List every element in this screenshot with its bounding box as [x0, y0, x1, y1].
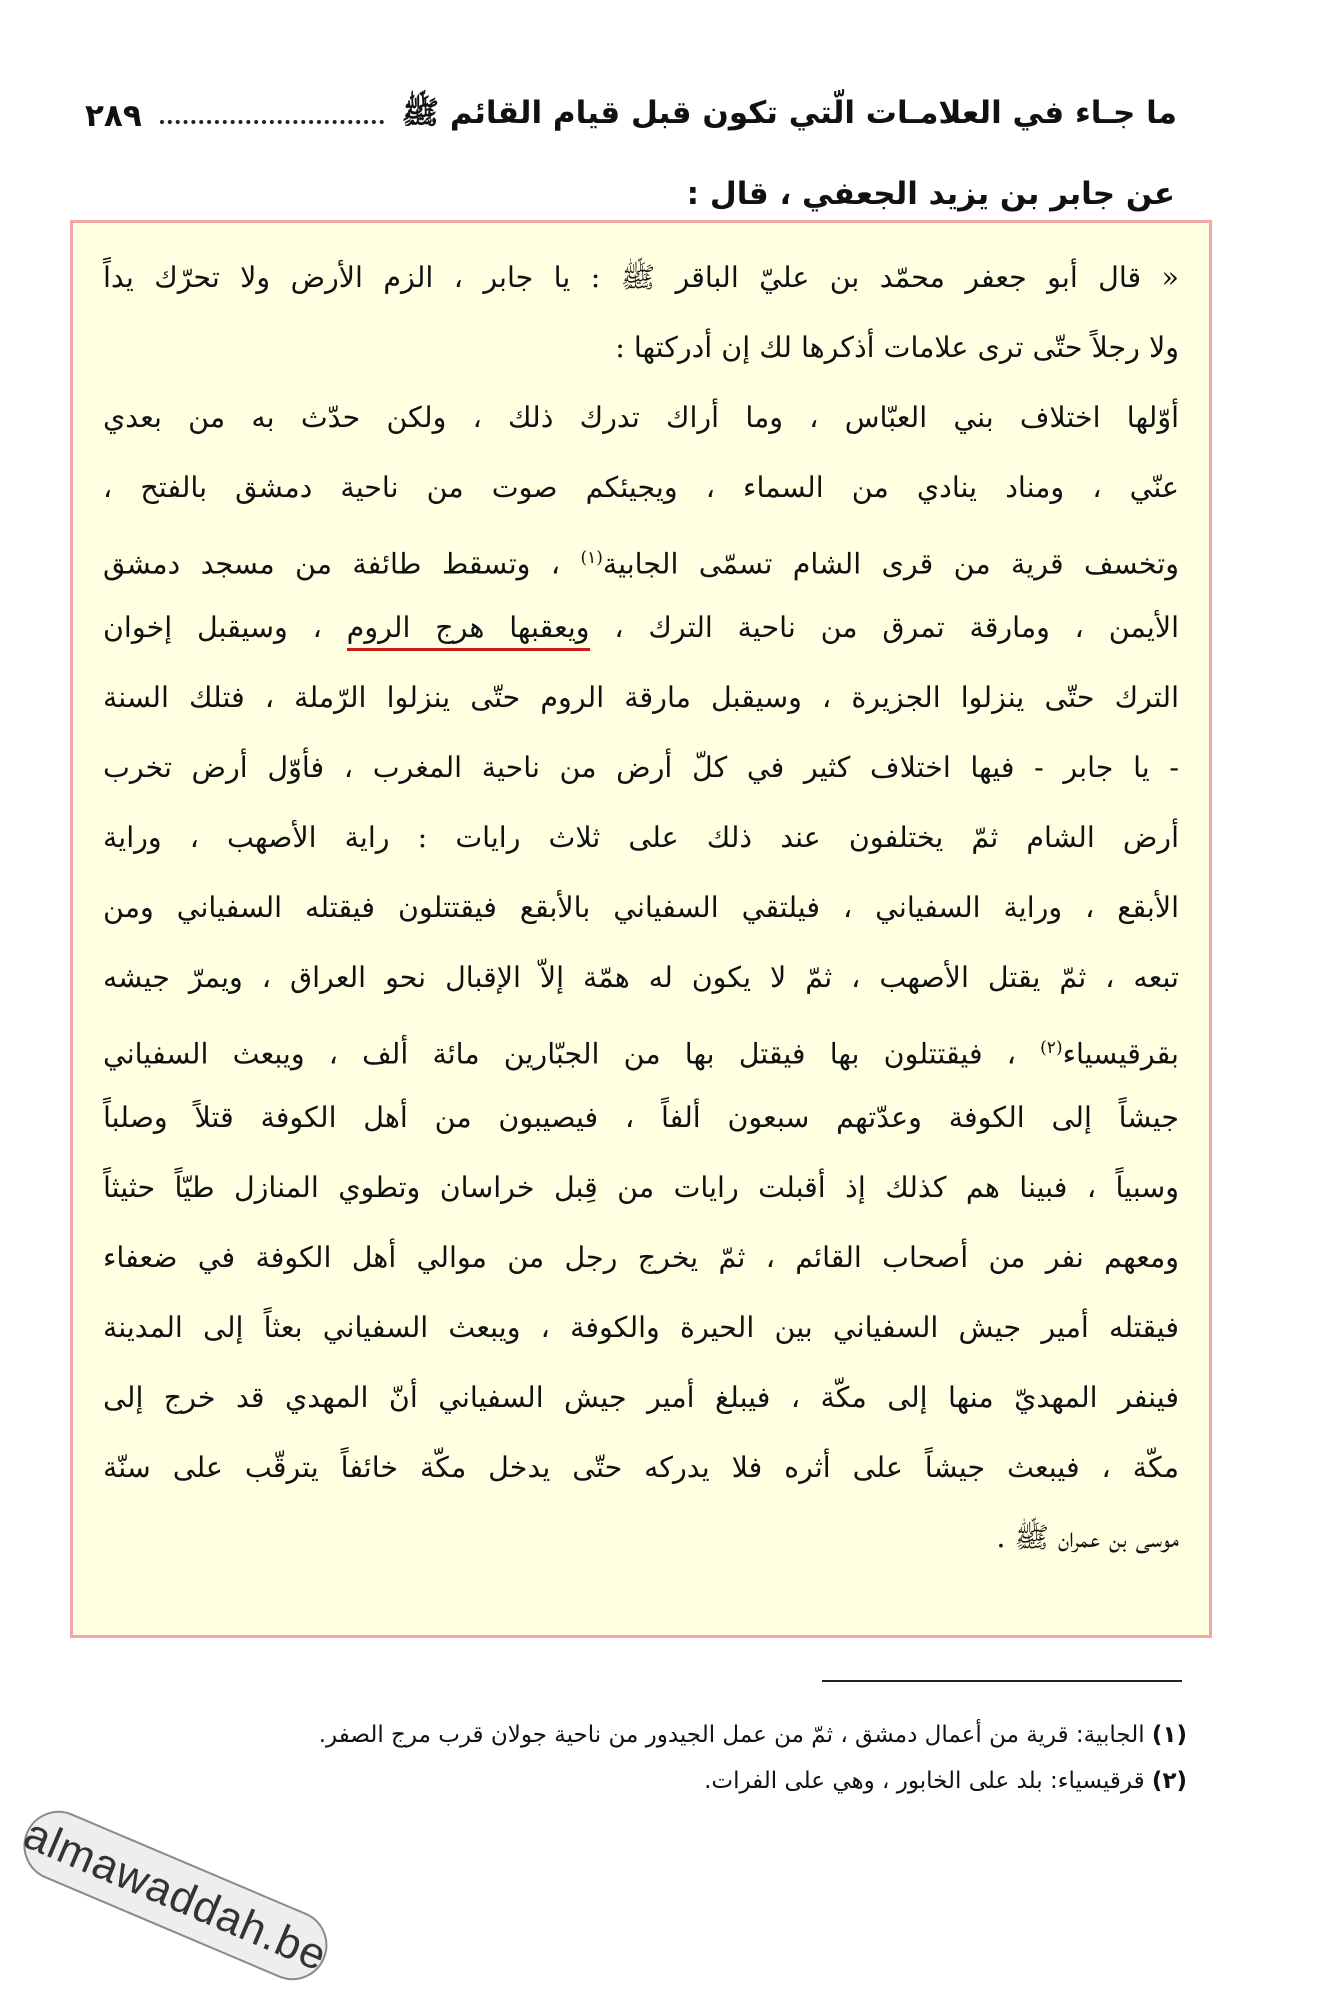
- hadith-text: وتخسف قرية من قرى الشام تسمّى الجابية: [602, 547, 1179, 581]
- dot-leader: [160, 120, 384, 124]
- footnote-separator: [822, 1680, 1182, 1682]
- footnote-item: [97, 1712, 1187, 1758]
- footnote-number: (١): [1151, 1722, 1187, 1748]
- hadith-line: الأبقع ، وراية السفياني ، فيلتقي السفياني بالأبقع فيقتتلون فيقتله السفياني ومن: [103, 891, 1179, 924]
- hadith-line: ومعهم نفر من أصحاب القائم ، ثمّ يخرج رجل من موالي أهل الكوفة في ضعفاء: [103, 1241, 1179, 1274]
- footnote-number: (٢): [1151, 1768, 1187, 1794]
- footnotes: [97, 1712, 1187, 1804]
- hadith-line: [103, 593, 1179, 663]
- hadith-text: ، وسيقبل إخوان: [103, 611, 322, 644]
- hadith-text: ، وتسقط طائفة من مسجد دمشق: [103, 547, 561, 581]
- watermark-badge: almawaddah.be: [13, 1800, 339, 1991]
- hadith-line: عنّي ، ومناد ينادي من السماء ، ويجيئكم صوت من ناحية دمشق بالفتح ،: [103, 471, 1179, 504]
- footnote-reference: (٢): [1040, 1038, 1063, 1058]
- hadith-line: وسبياً ، فبينا هم كذلك إذ أقبلت رايات من قِبل خراسان وتطوي المنازل طيّاً حثيثاً: [103, 1171, 1179, 1204]
- hadith-highlight-box: [70, 220, 1212, 1638]
- hadith-line: أوّلها اختلاف بني العبّاس ، وما أراك تدرك ذلك ، ولكن حدّث به من بعدي: [103, 401, 1179, 434]
- hadith-line: ولا رجلاً حتّى ترى علامات أذكرها لك إن أدركتها :: [615, 331, 1179, 364]
- hadith-line: مكّة ، فيبعث جيشاً على أثره فلا يدركه حتّى يدخل مكّة خائفاً يترقّب على سنّة: [103, 1451, 1179, 1484]
- hadith-line: [103, 1013, 1179, 1083]
- hadith-line: الترك حتّى ينزلوا الجزيرة ، وسيقبل مارقة الروم حتّى ينزلوا الرّملة ، فتلك السنة: [103, 681, 1179, 714]
- hadith-text: الأيمن ، ومارقة تمرق من ناحية الترك ،: [614, 611, 1179, 644]
- underlined-phrase: ويعقبها هرج الروم: [347, 611, 590, 651]
- page-number: ٢٨٩: [85, 98, 142, 134]
- footnote-text: الجابية: قرية من أعمال دمشق ، ثمّ من عمل الجيدور من ناحية جولان قرب مرج الصفر.: [318, 1722, 1145, 1748]
- hadith-line: موسى بن عمران ﷺ .: [996, 1521, 1179, 1554]
- footnote-item: [97, 1758, 1187, 1804]
- running-title: ما جـاء في العلامـات الّتي تكون قبل قيام القائم ﷺ: [401, 94, 1177, 131]
- hadith-line: تبعه ، ثمّ يقتل الأصهب ، ثمّ لا يكون له همّة إلاّ الإقبال نحو العراق ، ويمرّ جيشه: [103, 961, 1179, 994]
- hadith-line: - يا جابر - فيها اختلاف كثير في كلّ أرض من ناحية المغرب ، فأوّل أرض تخرب: [103, 751, 1179, 784]
- footnote-text: قرقيسياء: بلد على الخابور ، وهي على الفرات.: [704, 1768, 1145, 1794]
- hadith-line: جيشاً إلى الكوفة وعدّتهم سبعون ألفاً ، فيصيبون من أهل الكوفة قتلاً وصلباً: [103, 1101, 1179, 1134]
- intro-line: عن جابر بن يزيد الجعفي ، قال :: [686, 176, 1175, 212]
- running-header: [85, 88, 1177, 144]
- hadith-line: أرض الشام ثمّ يختلفون عند ذلك على ثلاث رايات : راية الأصهب ، وراية: [103, 821, 1179, 854]
- hadith-line: فينفر المهديّ منها إلى مكّة ، فيبلغ أمير جيش السفياني أنّ المهدي قد خرج إلى: [103, 1381, 1179, 1414]
- hadith-text: ، فيقتتلون بها فيقتل بها من الجبّارين مائة ألف ، ويبعث السفياني: [103, 1037, 1016, 1071]
- hadith-text: بقرقيسياء: [1062, 1037, 1179, 1071]
- hadith-line: « قال أبو جعفر محمّد بن عليّ الباقر ﷺ : يا جابر ، الزم الأرض ولا تحرّك يداً: [103, 261, 1179, 294]
- hadith-line: فيقتله أمير جيش السفياني بين الحيرة والكوفة ، ويبعث السفياني بعثاً إلى المدينة: [103, 1311, 1179, 1344]
- hadith-line: [103, 523, 1179, 593]
- footnote-reference: (١): [580, 548, 603, 568]
